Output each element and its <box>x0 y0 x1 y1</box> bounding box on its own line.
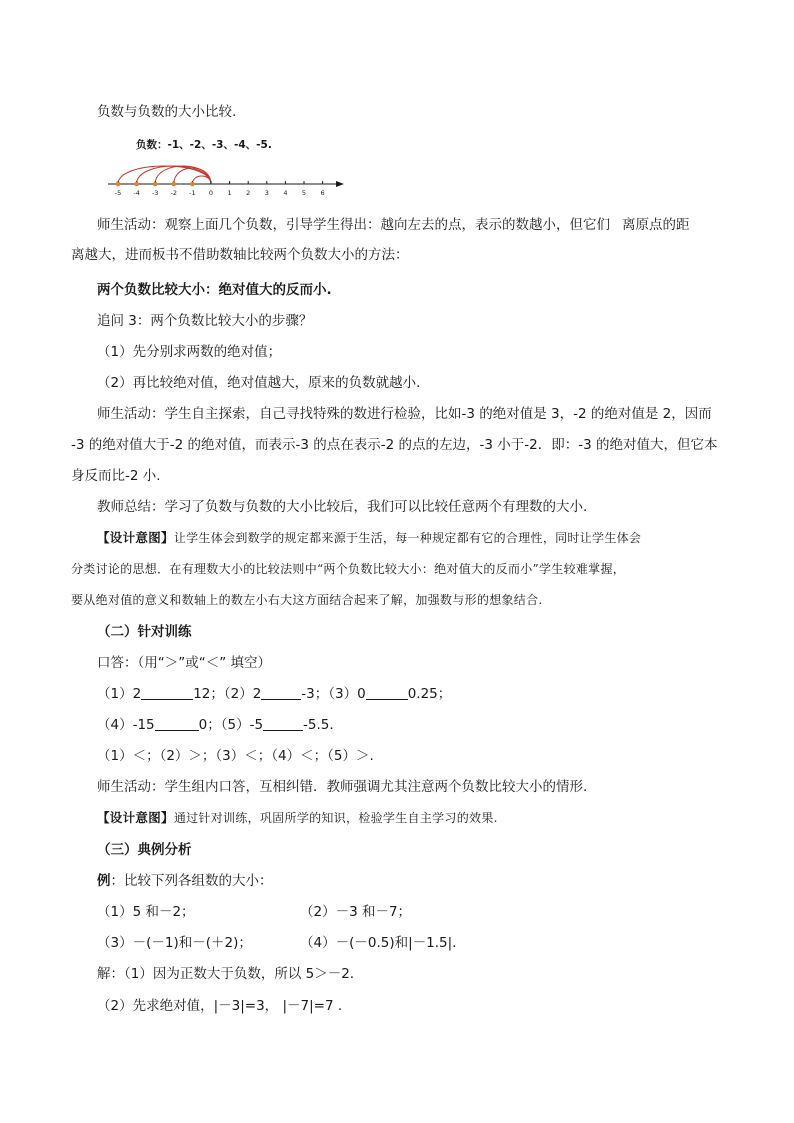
exercise-row-1 <box>97 684 451 704</box>
activity-1-part-a: 师生活动：观察上面几个负数，引导学生得出：越向左去的点，表示的数越小，但它们 <box>97 217 610 233</box>
exercise-row-2 <box>97 715 334 735</box>
section-3-title: （三）典例分析 <box>97 842 192 858</box>
exercise-1-d: 0.25； <box>407 686 452 702</box>
design-intent-text: 让学生体会到数学的规定都来源于生活，每一种规定都有它的合理性，同时让学生体会 <box>173 531 642 545</box>
design-intent-tag: 【设计意图】 <box>97 530 174 545</box>
oral-instruction: 口答：（用“＞”或“＜” 填空） <box>97 655 272 671</box>
example-label: 例 <box>97 873 111 889</box>
answer-blank[interactable] <box>141 685 193 700</box>
exercise-1-a: （1）2 <box>97 686 142 702</box>
pair-2: （2）－3 和－7； <box>300 904 412 920</box>
activity-3: 师生活动：学生组内口答，互相纠错．教师强调尤其注意两个负数比较大小的情形. <box>97 779 588 795</box>
solution-1: 解：（1）因为正数大于负数，所以 5＞－2. <box>97 966 355 982</box>
design-intent-2 <box>97 808 498 828</box>
rule-statement: 两个负数比较大小：绝对值大的反而小. <box>97 282 332 298</box>
figure-caption: 负数：-1、-2、-3、-4、-5. <box>136 139 272 151</box>
step-1: （1）先分别求两数的绝对值； <box>97 344 282 360</box>
activity-2-line-1: 师生活动：学生自主探索，自己寻找特殊的数进行检验，比如-3 的绝对值是 3，-2 的绝对值是 2，因而 <box>97 406 712 422</box>
negative-point <box>172 182 177 187</box>
section-2-title: （二）针对训练 <box>97 624 192 640</box>
tick-label: -5 <box>114 189 122 195</box>
tick-label: -3 <box>151 189 159 195</box>
pair-1: （1）5 和－2； <box>97 904 195 920</box>
tick-label: 0 <box>208 189 214 195</box>
design-intent-1-line-1 <box>97 528 641 548</box>
tick-label: 6 <box>320 189 325 195</box>
example-intro <box>97 871 273 891</box>
negative-point <box>134 182 139 187</box>
pair-4: （4）－(－0.5)和|－1.5|. <box>300 935 457 951</box>
tick-label: -2 <box>170 189 178 195</box>
negative-point <box>190 182 195 187</box>
exercise-2-c: -5.5. <box>303 717 334 733</box>
answers-line: （1）＜；（2）＞；（3）＜；（4）＜；（5）＞. <box>97 748 374 764</box>
activity-1-line-1 <box>97 215 690 235</box>
answer-blank[interactable] <box>155 716 199 731</box>
design-intent-text: 通过针对训练，巩固所学的知识，检验学生自主学习的效果. <box>173 811 498 825</box>
exercise-1-b: 12；（2）2 <box>193 686 262 702</box>
pair-3: （3）－(－1)和－(＋2)； <box>97 935 252 951</box>
tick-label: -4 <box>133 189 140 195</box>
example-text: ：比较下列各组数的大小： <box>110 873 273 889</box>
activity-2-line-3: 身反而比-2 小. <box>71 468 161 484</box>
tick-label: 4 <box>283 189 288 195</box>
axis-arrow-icon <box>336 181 344 187</box>
tick-label: -1 <box>189 189 196 195</box>
step-2: （2）再比较绝对值，绝对值越大，原来的负数就越小. <box>97 375 421 391</box>
number-line-figure <box>100 135 360 195</box>
tick-group <box>115 181 325 195</box>
exercise-1-c: -3；（3）0 <box>301 686 366 702</box>
exercise-2-b: 0；（5）-5 <box>198 717 264 733</box>
tick-label: 5 <box>301 189 307 195</box>
exercise-2-a: （4）-15 <box>97 717 155 733</box>
answer-blank[interactable] <box>366 685 408 700</box>
tick-label: 2 <box>246 189 251 195</box>
answer-blank[interactable] <box>261 685 301 700</box>
activity-1-line-2: 离越大，进而板书不借助数轴比较两个负数大小的方法： <box>71 247 409 263</box>
distance-arc <box>155 166 211 184</box>
activity-2-line-2: -3 的绝对值大于-2 的绝对值，而表示-3 的点在表示-2 的点的左边，-3 小于-2．即：-3 的绝对值大，但它本 <box>71 437 718 453</box>
answer-blank[interactable] <box>263 716 303 731</box>
arc-group <box>118 166 211 184</box>
followup-question: 追问 3：两个负数比较大小的步骤？ <box>97 313 313 329</box>
design-intent-1-line-3: 要从绝对值的意义和数轴上的数左小右大这方面结合起来了解，加强数与形的想象结合. <box>71 593 543 607</box>
solution-2: （2）先求绝对值，|－3|=3， |－7|=7 . <box>97 998 343 1014</box>
negative-point <box>116 182 121 187</box>
tick-label: 1 <box>227 189 232 195</box>
design-intent-1-line-2: 分类讨论的思想．在有理数大小的比较法则中“两个负数比较大小：绝对值大的反而小”学生较难掌握， <box>71 562 626 576</box>
activity-1-part-b: 离原点的距 <box>622 217 690 233</box>
teacher-summary: 教师总结：学习了负数与负数的大小比较后，我们可以比较任意两个有理数的大小. <box>97 499 588 515</box>
design-intent-tag: 【设计意图】 <box>97 810 174 825</box>
negative-point <box>153 182 158 187</box>
tick-label: 3 <box>264 189 269 195</box>
heading: 负数与负数的大小比较. <box>97 104 237 120</box>
